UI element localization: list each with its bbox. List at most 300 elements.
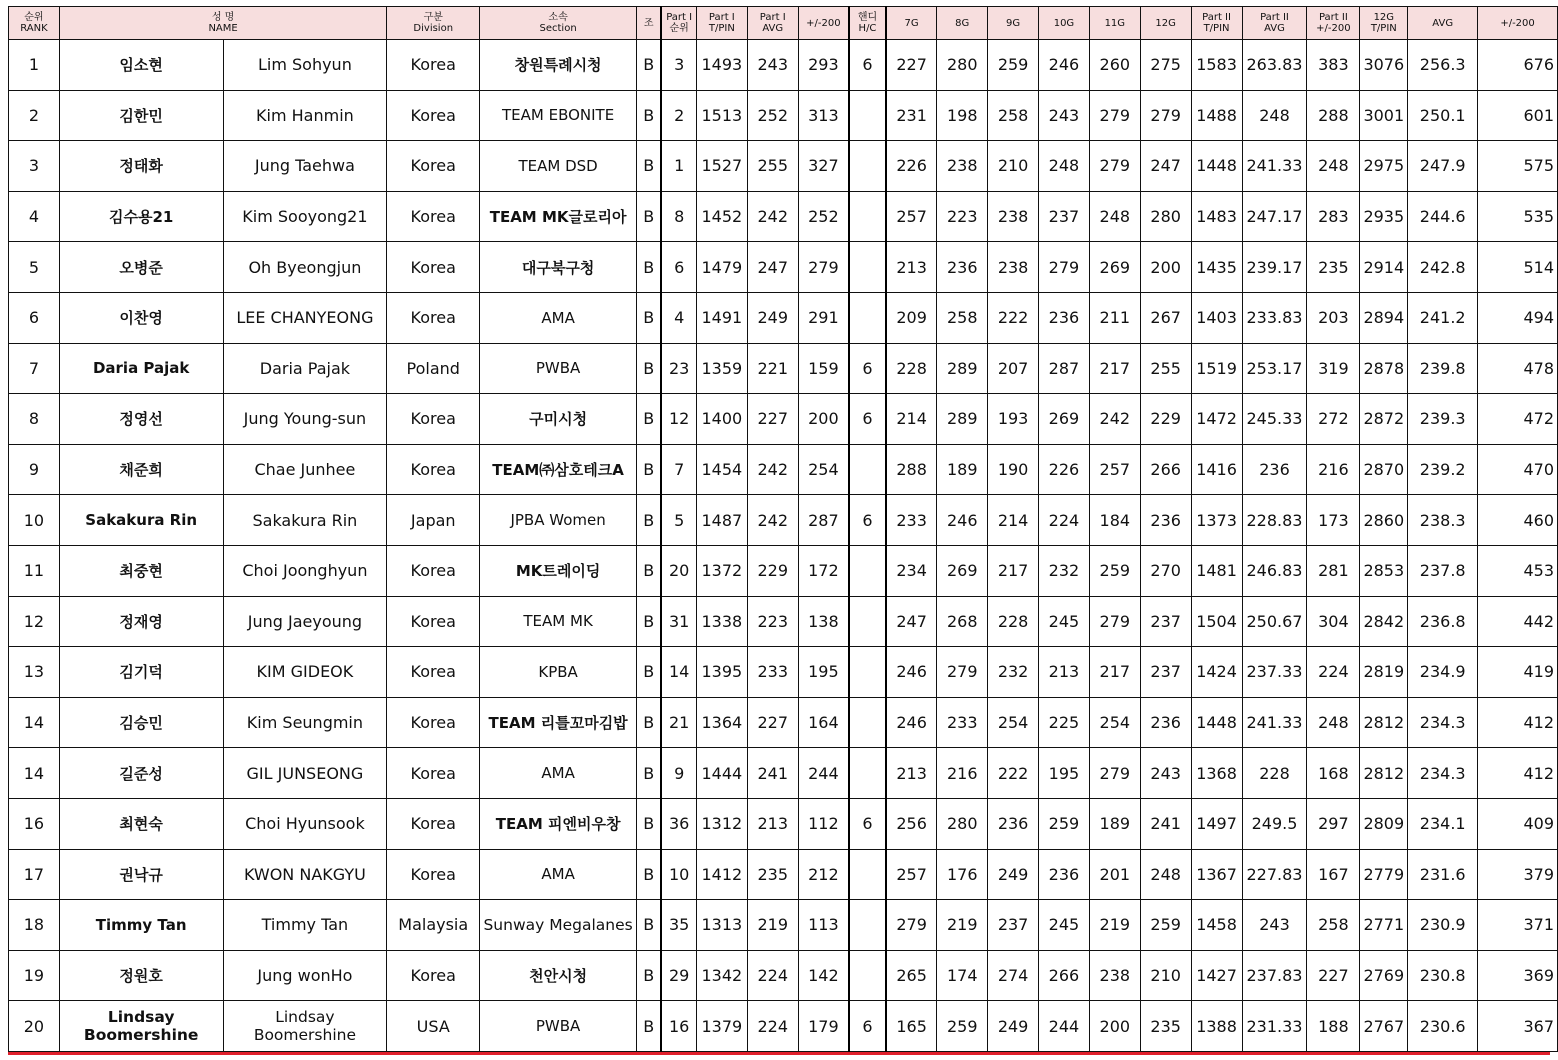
p1-avg-cell: 219 [747, 900, 798, 951]
p1-pm-cell: 244 [798, 748, 849, 799]
name-en-cell: GIL JUNSEONG [223, 748, 387, 799]
division-cell: Poland [387, 343, 480, 394]
pm-cell: 442 [1478, 596, 1558, 647]
total-12g-cell: 2812 [1360, 748, 1408, 799]
p2-pm-cell: 297 [1307, 798, 1360, 849]
header-pm [1478, 7, 1558, 40]
section-cell: Sunway Megalanes [480, 900, 637, 951]
pm-cell: 514 [1478, 242, 1558, 293]
rank-cell: 13 [9, 647, 60, 698]
name-kr-cell: 최현숙 [59, 798, 223, 849]
handicap-cell [849, 292, 886, 343]
header-g9 [988, 7, 1039, 40]
game11-cell: 238 [1089, 950, 1140, 1001]
total-12g-cell: 2819 [1360, 647, 1408, 698]
group-cell: B [637, 900, 662, 951]
p1-tpin-cell: 1395 [696, 647, 747, 698]
avg-cell: 231.6 [1408, 849, 1478, 900]
game12-cell: 270 [1140, 545, 1191, 596]
header-g9-label: 9G [1006, 17, 1021, 29]
section-cell: TEAM DSD [480, 141, 637, 192]
division-cell: Korea [387, 545, 480, 596]
pm-cell: 575 [1478, 141, 1558, 192]
avg-cell: 230.9 [1408, 900, 1478, 951]
rank-cell: 10 [9, 495, 60, 546]
name-kr-cell: 오병준 [59, 242, 223, 293]
p1-tpin-cell: 1479 [696, 242, 747, 293]
p1-tpin-cell: 1400 [696, 394, 747, 445]
group-cell: B [637, 242, 662, 293]
header-section-en: Section [539, 23, 577, 34]
game8-cell: 259 [937, 1001, 988, 1052]
division-cell: Korea [387, 242, 480, 293]
p2-avg-cell: 245.33 [1242, 394, 1307, 445]
p2-avg-cell: 237.33 [1242, 647, 1307, 698]
rank-cell: 5 [9, 242, 60, 293]
p2-pm-cell: 167 [1307, 849, 1360, 900]
p1-rank-cell: 2 [661, 90, 696, 141]
header-g8 [937, 7, 988, 40]
rank-cell: 3 [9, 141, 60, 192]
avg-cell: 242.8 [1408, 242, 1478, 293]
avg-cell: 239.8 [1408, 343, 1478, 394]
total-12g-cell: 2769 [1360, 950, 1408, 1001]
p1-pm-cell: 254 [798, 444, 849, 495]
p2-pm-cell: 235 [1307, 242, 1360, 293]
game7-cell: 246 [886, 647, 937, 698]
p2-pm-cell: 203 [1307, 292, 1360, 343]
section-cell: 구미시청 [480, 394, 637, 445]
section-cell: JPBA Women [480, 495, 637, 546]
game7-cell: 257 [886, 191, 937, 242]
table-row [9, 849, 1558, 900]
header-p2pm [1307, 7, 1360, 40]
name-en-cell: Chae Junhee [223, 444, 387, 495]
header-g12 [1140, 7, 1191, 40]
name-kr-cell: 김승민 [59, 697, 223, 748]
game12-cell: 236 [1140, 697, 1191, 748]
p1-rank-cell: 29 [661, 950, 696, 1001]
game7-cell: 213 [886, 748, 937, 799]
p1-avg-cell: 233 [747, 647, 798, 698]
game10-cell: 248 [1039, 141, 1090, 192]
game8-cell: 233 [937, 697, 988, 748]
name-kr-cell: Sakakura Rin [59, 495, 223, 546]
p1-pm-cell: 195 [798, 647, 849, 698]
p2-avg-cell: 231.33 [1242, 1001, 1307, 1052]
game8-cell: 280 [937, 798, 988, 849]
p1-pm-cell: 291 [798, 292, 849, 343]
p2-tpin-cell: 1504 [1191, 596, 1242, 647]
name-kr-cell: 권낙규 [59, 849, 223, 900]
game11-cell: 279 [1089, 748, 1140, 799]
handicap-cell [849, 950, 886, 1001]
name-kr-cell: 정태화 [59, 141, 223, 192]
game10-cell: 266 [1039, 950, 1090, 1001]
section-cell: TEAM MK글로리아 [480, 191, 637, 242]
game9-cell: 274 [988, 950, 1039, 1001]
total-12g-cell: 2767 [1360, 1001, 1408, 1052]
name-en-cell: Choi Joonghyun [223, 545, 387, 596]
p1-avg-cell: 242 [747, 495, 798, 546]
game7-cell: 247 [886, 596, 937, 647]
group-cell: B [637, 950, 662, 1001]
p2-pm-cell: 304 [1307, 596, 1360, 647]
name-kr-cell: 정영선 [59, 394, 223, 445]
name-en-cell: Jung Jaeyoung [223, 596, 387, 647]
group-cell: B [637, 1001, 662, 1052]
game12-cell: 241 [1140, 798, 1191, 849]
table-row [9, 900, 1558, 951]
avg-cell: 234.3 [1408, 748, 1478, 799]
game12-cell: 248 [1140, 849, 1191, 900]
header-p1pm-label: +/-200 [806, 17, 841, 29]
group-cell: B [637, 90, 662, 141]
table-row [9, 444, 1558, 495]
division-cell: Korea [387, 647, 480, 698]
avg-cell: 244.6 [1408, 191, 1478, 242]
rank-cell: 14 [9, 748, 60, 799]
table-row [9, 141, 1558, 192]
game7-cell: 213 [886, 242, 937, 293]
pm-cell: 601 [1478, 90, 1558, 141]
p2-avg-cell: 228.83 [1242, 495, 1307, 546]
name-en-cell: Kim Seungmin [223, 697, 387, 748]
total-12g-cell: 2914 [1360, 242, 1408, 293]
pm-cell: 460 [1478, 495, 1558, 546]
group-cell: B [637, 141, 662, 192]
p1-rank-cell: 1 [661, 141, 696, 192]
game9-cell: 232 [988, 647, 1039, 698]
group-cell: B [637, 849, 662, 900]
total-12g-cell: 2779 [1360, 849, 1408, 900]
division-cell: Korea [387, 191, 480, 242]
game9-cell: 259 [988, 40, 1039, 91]
p1-pm-cell: 112 [798, 798, 849, 849]
p2-tpin-cell: 1403 [1191, 292, 1242, 343]
avg-cell: 234.3 [1408, 697, 1478, 748]
section-cell: MK트레이딩 [480, 545, 637, 596]
rank-cell: 1 [9, 40, 60, 91]
total-12g-cell: 2870 [1360, 444, 1408, 495]
game8-cell: 174 [937, 950, 988, 1001]
game8-cell: 246 [937, 495, 988, 546]
game8-cell: 223 [937, 191, 988, 242]
section-cell: TEAM 리틀꼬마김밥 [480, 697, 637, 748]
game9-cell: 238 [988, 191, 1039, 242]
p1-pm-cell: 293 [798, 40, 849, 91]
p1-pm-cell: 159 [798, 343, 849, 394]
p2-avg-cell: 228 [1242, 748, 1307, 799]
section-cell: TEAM㈜삼호테크A [480, 444, 637, 495]
game9-cell: 236 [988, 798, 1039, 849]
header-row [9, 7, 1558, 40]
avg-cell: 241.2 [1408, 292, 1478, 343]
name-en-cell: Kim Sooyong21 [223, 191, 387, 242]
name-en-cell: Sakakura Rin [223, 495, 387, 546]
handicap-cell: 6 [849, 495, 886, 546]
pm-cell: 412 [1478, 697, 1558, 748]
avg-cell: 230.8 [1408, 950, 1478, 1001]
rank-cell: 11 [9, 545, 60, 596]
header-t12-bottom: T/PIN [1370, 23, 1397, 34]
header-p1avg [747, 7, 798, 40]
pm-cell: 379 [1478, 849, 1558, 900]
game12-cell: 255 [1140, 343, 1191, 394]
pm-cell: 409 [1478, 798, 1558, 849]
p2-tpin-cell: 1519 [1191, 343, 1242, 394]
name-kr-cell: 정재영 [59, 596, 223, 647]
game7-cell: 257 [886, 849, 937, 900]
game10-cell: 244 [1039, 1001, 1090, 1052]
name-kr-cell: 김한민 [59, 90, 223, 141]
game8-cell: 216 [937, 748, 988, 799]
game12-cell: 210 [1140, 950, 1191, 1001]
game8-cell: 268 [937, 596, 988, 647]
game10-cell: 287 [1039, 343, 1090, 394]
p1-tpin-cell: 1372 [696, 545, 747, 596]
game7-cell: 226 [886, 141, 937, 192]
p2-pm-cell: 258 [1307, 900, 1360, 951]
game8-cell: 198 [937, 90, 988, 141]
header-group [637, 7, 662, 40]
game10-cell: 279 [1039, 242, 1090, 293]
p2-tpin-cell: 1367 [1191, 849, 1242, 900]
header-t12-top: 12G [1373, 12, 1395, 23]
header-g10-label: 10G [1053, 17, 1075, 29]
pm-cell: 412 [1478, 748, 1558, 799]
header-division [387, 7, 480, 40]
game11-cell: 259 [1089, 545, 1140, 596]
p1-pm-cell: 142 [798, 950, 849, 1001]
table-row [9, 798, 1558, 849]
group-cell: B [637, 596, 662, 647]
header-p2tpin-top: Part II [1202, 12, 1231, 23]
game9-cell: 210 [988, 141, 1039, 192]
section-cell: AMA [480, 748, 637, 799]
section-cell: PWBA [480, 1001, 637, 1052]
header-p2pm-bottom: +/-200 [1316, 23, 1351, 34]
table-body [9, 40, 1558, 1052]
p2-tpin-cell: 1483 [1191, 191, 1242, 242]
section-cell: AMA [480, 292, 637, 343]
game11-cell: 257 [1089, 444, 1140, 495]
rank-cell: 7 [9, 343, 60, 394]
p2-tpin-cell: 1448 [1191, 697, 1242, 748]
game8-cell: 289 [937, 394, 988, 445]
name-kr-cell: Lindsay Boomershine [59, 1001, 223, 1052]
p2-avg-cell: 233.83 [1242, 292, 1307, 343]
p2-tpin-cell: 1497 [1191, 798, 1242, 849]
p1-avg-cell: 249 [747, 292, 798, 343]
avg-cell: 247.9 [1408, 141, 1478, 192]
header-p2pm-top: Part II [1318, 12, 1348, 23]
game10-cell: 236 [1039, 292, 1090, 343]
game12-cell: 229 [1140, 394, 1191, 445]
group-cell: B [637, 394, 662, 445]
game11-cell: 217 [1089, 647, 1140, 698]
header-avg [1408, 7, 1478, 40]
p1-rank-cell: 20 [661, 545, 696, 596]
p2-avg-cell: 237.83 [1242, 950, 1307, 1001]
p2-avg-cell: 248 [1242, 90, 1307, 141]
total-12g-cell: 2842 [1360, 596, 1408, 647]
game11-cell: 279 [1089, 141, 1140, 192]
avg-cell: 238.3 [1408, 495, 1478, 546]
avg-cell: 230.6 [1408, 1001, 1478, 1052]
p1-pm-cell: 113 [798, 900, 849, 951]
table-row [9, 748, 1558, 799]
handicap-cell [849, 444, 886, 495]
p1-avg-cell: 247 [747, 242, 798, 293]
avg-cell: 239.3 [1408, 394, 1478, 445]
p1-pm-cell: 164 [798, 697, 849, 748]
p1-tpin-cell: 1412 [696, 849, 747, 900]
header-g11 [1089, 7, 1140, 40]
game12-cell: 259 [1140, 900, 1191, 951]
section-cell: 대구북구청 [480, 242, 637, 293]
game11-cell: 200 [1089, 1001, 1140, 1052]
name-kr-cell: Timmy Tan [59, 900, 223, 951]
name-en-cell: Oh Byeongjun [223, 242, 387, 293]
table-row [9, 1001, 1558, 1052]
total-12g-cell: 2878 [1360, 343, 1408, 394]
section-cell: TEAM MK [480, 596, 637, 647]
game8-cell: 176 [937, 849, 988, 900]
game8-cell: 219 [937, 900, 988, 951]
game12-cell: 237 [1140, 647, 1191, 698]
p2-tpin-cell: 1458 [1191, 900, 1242, 951]
header-g12-label: 12G [1155, 17, 1176, 29]
game12-cell: 200 [1140, 242, 1191, 293]
table-row [9, 343, 1558, 394]
game10-cell: 232 [1039, 545, 1090, 596]
p2-tpin-cell: 1472 [1191, 394, 1242, 445]
p2-avg-cell: 243 [1242, 900, 1307, 951]
p1-tpin-cell: 1454 [696, 444, 747, 495]
handicap-cell: 6 [849, 343, 886, 394]
handicap-cell [849, 647, 886, 698]
game9-cell: 222 [988, 292, 1039, 343]
header-name [59, 7, 386, 40]
section-cell: TEAM 피엔비우창 [480, 798, 637, 849]
p2-avg-cell: 236 [1242, 444, 1307, 495]
p2-pm-cell: 224 [1307, 647, 1360, 698]
header-p2avg-top: Part II [1260, 12, 1289, 23]
game11-cell: 242 [1089, 394, 1140, 445]
table-row [9, 647, 1558, 698]
p2-tpin-cell: 1481 [1191, 545, 1242, 596]
p1-avg-cell: 221 [747, 343, 798, 394]
game8-cell: 280 [937, 40, 988, 91]
p2-avg-cell: 239.17 [1242, 242, 1307, 293]
p1-tpin-cell: 1342 [696, 950, 747, 1001]
pm-cell: 369 [1478, 950, 1558, 1001]
rank-cell: 8 [9, 394, 60, 445]
p2-tpin-cell: 1416 [1191, 444, 1242, 495]
p1-rank-cell: 35 [661, 900, 696, 951]
game9-cell: 190 [988, 444, 1039, 495]
game11-cell: 269 [1089, 242, 1140, 293]
game10-cell: 195 [1039, 748, 1090, 799]
p1-tpin-cell: 1359 [696, 343, 747, 394]
game10-cell: 246 [1039, 40, 1090, 91]
header-p1rank [661, 7, 696, 40]
p1-tpin-cell: 1491 [696, 292, 747, 343]
game9-cell: 214 [988, 495, 1039, 546]
division-cell: Korea [387, 748, 480, 799]
game9-cell: 193 [988, 394, 1039, 445]
handicap-cell [849, 748, 886, 799]
p2-pm-cell: 216 [1307, 444, 1360, 495]
p2-avg-cell: 246.83 [1242, 545, 1307, 596]
p1-rank-cell: 31 [661, 596, 696, 647]
header-p1tpin [696, 7, 747, 40]
division-cell: Korea [387, 950, 480, 1001]
p1-tpin-cell: 1487 [696, 495, 747, 546]
p1-tpin-cell: 1513 [696, 90, 747, 141]
rank-cell: 4 [9, 191, 60, 242]
group-cell: B [637, 343, 662, 394]
game9-cell: 237 [988, 900, 1039, 951]
header-division-kr: 구분 [423, 12, 443, 23]
p2-tpin-cell: 1427 [1191, 950, 1242, 1001]
pm-cell: 453 [1478, 545, 1558, 596]
name-en-cell: Jung wonHo [223, 950, 387, 1001]
p1-tpin-cell: 1379 [696, 1001, 747, 1052]
total-12g-cell: 2872 [1360, 394, 1408, 445]
p1-pm-cell: 287 [798, 495, 849, 546]
game10-cell: 224 [1039, 495, 1090, 546]
table-row [9, 545, 1558, 596]
name-en-cell: Daria Pajak [223, 343, 387, 394]
p1-pm-cell: 279 [798, 242, 849, 293]
game7-cell: 234 [886, 545, 937, 596]
handicap-cell: 6 [849, 40, 886, 91]
game12-cell: 243 [1140, 748, 1191, 799]
rank-cell: 17 [9, 849, 60, 900]
p1-avg-cell: 242 [747, 191, 798, 242]
total-12g-cell: 2975 [1360, 141, 1408, 192]
game7-cell: 228 [886, 343, 937, 394]
p2-tpin-cell: 1488 [1191, 90, 1242, 141]
p1-avg-cell: 252 [747, 90, 798, 141]
header-p2tpin-bottom: T/PIN [1203, 23, 1230, 34]
division-cell: Korea [387, 292, 480, 343]
header-hc-en: H/C [858, 23, 877, 34]
table-row [9, 394, 1558, 445]
p2-pm-cell: 272 [1307, 394, 1360, 445]
p1-rank-cell: 3 [661, 40, 696, 91]
game7-cell: 165 [886, 1001, 937, 1052]
p1-tpin-cell: 1527 [696, 141, 747, 192]
game9-cell: 228 [988, 596, 1039, 647]
p1-avg-cell: 227 [747, 697, 798, 748]
handicap-cell [849, 191, 886, 242]
p2-pm-cell: 319 [1307, 343, 1360, 394]
total-12g-cell: 2894 [1360, 292, 1408, 343]
name-kr-cell: 김기덕 [59, 647, 223, 698]
name-kr-cell: Daria Pajak [59, 343, 223, 394]
game7-cell: 246 [886, 697, 937, 748]
p1-pm-cell: 252 [798, 191, 849, 242]
header-p1rank-top: Part I [666, 12, 693, 23]
avg-cell: 236.8 [1408, 596, 1478, 647]
name-kr-cell: 임소현 [59, 40, 223, 91]
rank-cell: 12 [9, 596, 60, 647]
header-division-en: Division [413, 23, 454, 34]
game7-cell: 279 [886, 900, 937, 951]
